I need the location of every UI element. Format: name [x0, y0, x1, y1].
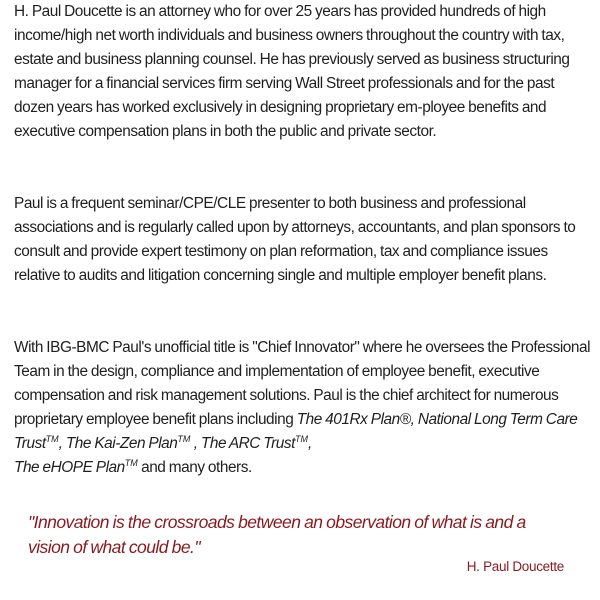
- bio-paragraph-2: Paul is a frequent seminar/CPE/CLE presenter to both business and professional associations and is regularly called upon by attorneys, accountants, and plan sponsors to consult and provide expert testimony on plan reformation, tax and compliance issues relative to audits and litigation concerning single and multiple employer benefit plans.: [14, 195, 576, 284]
- plan-separator: ,: [410, 411, 418, 428]
- plan-kai-zen: The Kai-Zen Plan: [65, 435, 178, 452]
- trademark-mark: TM: [45, 433, 59, 444]
- plan-separator: ,: [190, 435, 201, 452]
- trademark-mark: TM: [177, 433, 191, 444]
- trademark-mark: TM: [124, 457, 138, 468]
- trademark-mark: TM: [294, 433, 308, 444]
- bio-paragraph-3-intro: With IBG-BMC Paul's unofficial title is "Chief Innovator" where he oversees the Professional Team in the design, compliance and implementation of employee benefit, executive compensation and risk management solutions. Paul is the chief architect for numerous proprietary employee benefit plans including: [14, 339, 591, 428]
- plan-separator: ,: [307, 435, 312, 452]
- plan-national-ltc-trust: National Long Term Care Trust: [14, 411, 578, 452]
- plan-401rx: The 401Rx Plan®: [296, 411, 411, 428]
- plan-ehope: The eHOPE Plan: [14, 459, 125, 476]
- bio-paragraph-1: H. Paul Doucette is an attorney who for over 25 years has provided hundreds of high income/high net worth individuals and business owners throughout the country with tax, estate and business planning counsel. He has previously served as business structuring manager for a financial services firm serving Wall Street professionals and for the past dozen years has worked exclusively in designing proprietary em-ployee benefits and executive compensation plans in both the public and private sector.: [14, 3, 570, 140]
- bio-paragraph-3-outro: and many others.: [137, 459, 252, 476]
- plan-arc-trust: The ARC Trust: [200, 435, 295, 452]
- innovation-quote: "Innovation is the crossroads between an observation of what is and a vision of what could be.": [28, 512, 526, 557]
- quote-author: H. Paul Doucette: [466, 559, 564, 574]
- bio-paragraph-3: [14, 336, 594, 480]
- plan-separator: ,: [58, 435, 66, 452]
